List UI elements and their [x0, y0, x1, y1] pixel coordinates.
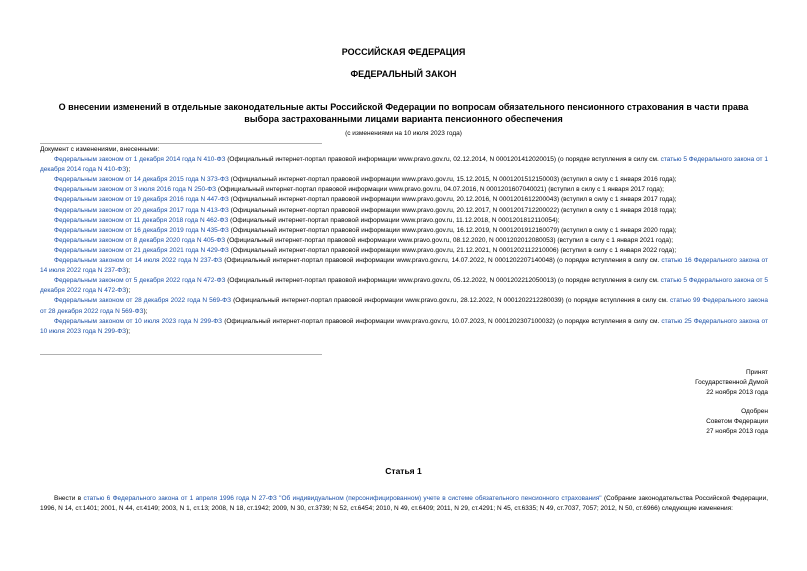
council-approval-block — [560, 407, 768, 437]
change-item — [40, 175, 768, 185]
change-item — [40, 276, 768, 296]
law-link[interactable]: Федеральным законом от 8 декабря 2020 года N 405-ФЗ — [54, 236, 226, 244]
change-details: (Официальный интернет-портал правовой информации www.pravo.gov.ru, 16.12.2019, N 0001201912160079) (вступил в силу с 1 января 2020 года); — [228, 226, 677, 234]
changes-bottom-divider — [40, 354, 322, 355]
law-link[interactable]: Федеральным законом от 14 декабря 2015 года N 373-ФЗ — [54, 176, 229, 184]
approval-line: Одобрен — [741, 408, 768, 415]
law-link[interactable]: Федеральным законом от 11 декабря 2018 года N 462-ФЗ — [54, 216, 229, 224]
law-title: О внесении изменений в отдельные законодательные акты Российской Федерации по вопросам обязательного пенсионного страхования в части права выбора застрахованными лицами варианта пенсионного обеспечения — [58, 102, 749, 124]
amendment-date-note: (с изменениями на 10 июля 2023 года) — [345, 130, 462, 137]
law-link[interactable]: Федеральным законом от 1 декабря 2014 года N 410-ФЗ — [54, 156, 226, 164]
adoption-date: 22 ноября 2013 года — [706, 389, 768, 396]
article-body — [40, 494, 768, 515]
adoption-line: Принят — [745, 369, 768, 376]
duma-adoption-block — [560, 368, 768, 398]
approval-date: 27 ноября 2013 года — [706, 428, 768, 435]
changes-caption: Документ с изменениями, внесенными: — [40, 146, 160, 153]
country-heading: РОССИЙСКАЯ ФЕДЕРАЦИЯ — [341, 47, 466, 57]
article-heading: Статья 1 — [385, 466, 422, 476]
article-intro-prefix: Внести в — [54, 495, 84, 502]
change-tail: ); — [126, 267, 131, 275]
law-link[interactable]: Федеральным законом от 3 июля 2016 года N 250-ФЗ — [54, 186, 217, 194]
law-link[interactable]: Федеральным законом от 19 декабря 2016 года N 447-ФЗ — [54, 196, 229, 204]
change-details: (Официальный интернет-портал правовой информации www.pravo.gov.ru, 14.07.2022, N 0001202207140048) (о порядке вступления в силу см. — [222, 257, 662, 265]
change-item — [40, 195, 768, 205]
change-tail: ); — [126, 166, 131, 174]
article-link[interactable]: статью 99 Федерального закона от 28 декабря 2022 года N 569-ФЗ — [40, 297, 769, 315]
law-link[interactable]: Федеральным законом от 5 декабря 2022 года N 472-ФЗ — [54, 277, 226, 285]
change-details: (Официальный интернет-портал правовой информации www.pravo.gov.ru, 02.12.2014, N 0001201412020015) (о порядке вступления в силу см. — [225, 156, 661, 164]
article-link[interactable]: статью 16 Федерального закона от 14 июля 2022 года N 237-ФЗ — [40, 257, 768, 275]
change-details: (Официальный интернет-портал правовой информации www.pravo.gov.ru, 10.07.2023, N 0001202307100032) (о порядке вступления в силу см. — [222, 317, 662, 325]
changes-list — [40, 145, 768, 337]
adoption-line: Государственной Думой — [695, 379, 768, 386]
change-details: (Официальный интернет-портал правовой информации www.pravo.gov.ru, 05.12.2022, N 0001202212050013) (о порядке вступления в силу см. — [225, 277, 661, 285]
change-details: (Официальный интернет-портал правовой информации www.pravo.gov.ru, 08.12.2020, N 0001202012080053) (вступил в силу с 1 января 2021 года); — [225, 236, 673, 244]
change-item — [40, 206, 768, 216]
changes-top-divider — [40, 143, 322, 144]
change-item — [40, 296, 768, 316]
change-item — [40, 317, 768, 337]
change-item — [40, 256, 768, 276]
law-link[interactable]: Федеральным законом от 10 июля 2023 года N 299-ФЗ — [54, 317, 223, 325]
law-link[interactable]: Федеральным законом от 21 декабря 2021 года N 429-ФЗ — [54, 246, 229, 254]
change-details: (Официальный интернет-портал правовой информации www.pravo.gov.ru, 21.12.2021, N 0001202112210006) (вступил в силу с 1 января 2022 года); — [228, 246, 677, 254]
referenced-law-link[interactable]: статью 6 Федерального закона от 1 апреля 1996 года N 27-ФЗ "Об индивидуальном (персонифицированном) учете в системе обязательного пенсионного страхования" — [83, 495, 602, 502]
change-details: (Официальный интернет-портал правовой информации www.pravo.gov.ru, 15.12.2015, N 0001201512150003) (вступил в силу с 1 января 2016 года); — [228, 176, 677, 184]
change-details: (Официальный интернет-портал правовой информации www.pravo.gov.ru, 20.12.2016, N 0001201612200043) (вступил в силу с 1 января 2017 года); — [228, 196, 677, 204]
law-link[interactable]: Федеральным законом от 16 декабря 2019 года N 435-ФЗ — [54, 226, 229, 234]
change-tail: ); — [126, 287, 131, 295]
article-link[interactable]: статью 5 Федерального закона от 5 декабря 2022 года N 472-ФЗ — [40, 277, 768, 295]
change-details: (Официальный интернет-портал правовой информации www.pravo.gov.ru, 04.07.2016, N 0001201607040021) (вступил в силу с 1 января 2017 года); — [216, 186, 664, 194]
law-link[interactable]: Федеральным законом от 14 июля 2022 года N 237-ФЗ — [54, 257, 223, 265]
change-tail: ); — [143, 307, 148, 315]
change-details: (Официальный интернет-портал правовой информации www.pravo.gov.ru, 20.12.2017, N 0001201712200022) (вступил в силу с 1 января 2018 года); — [228, 206, 677, 214]
change-details: (Официальный интернет-портал правовой информации www.pravo.gov.ru, 11.12.2018, N 0001201812110054); — [228, 216, 560, 224]
law-link[interactable]: Федеральным законом от 28 декабря 2022 года N 569-ФЗ — [54, 297, 232, 305]
law-link[interactable]: Федеральным законом от 20 декабря 2017 года N 413-ФЗ — [54, 206, 229, 214]
change-item — [40, 216, 768, 226]
change-item — [40, 155, 768, 175]
article-link[interactable]: статью 25 Федерального закона от 10 июля 2023 года N 299-ФЗ — [40, 317, 768, 335]
change-item — [40, 185, 768, 195]
change-item — [40, 246, 768, 256]
article-link[interactable]: статью 5 Федерального закона от 1 декабря 2014 года N 410-ФЗ — [40, 156, 768, 174]
change-tail: ); — [126, 327, 131, 335]
change-details: (Официальный интернет-портал правовой информации www.pravo.gov.ru, 28.12.2022, N 0001202212280039) (о порядке вступления в силу см. — [231, 297, 671, 305]
change-item — [40, 226, 768, 236]
law-type-heading: ФЕДЕРАЛЬНЫЙ ЗАКОН — [350, 69, 457, 79]
article-intro-rest: (Собрание законодательства Российской Федерации, 1996, N 14, ст.1401; 2001, N 44, ст.4149; 2003, N 1, ст.13; 2008, N 18, ст.1942; 2009, N 30, ст.3739; N 52, ст.6454; 2010, N 49, ст.6409; 2011, N 29, ст.4291; N 45, ст.6335; N 49, ст.7037, 7057; 2012, N 50, ст.6966) следующие изменения: — [40, 495, 769, 513]
change-item — [40, 236, 768, 246]
approval-line: Советом Федерации — [706, 418, 768, 425]
